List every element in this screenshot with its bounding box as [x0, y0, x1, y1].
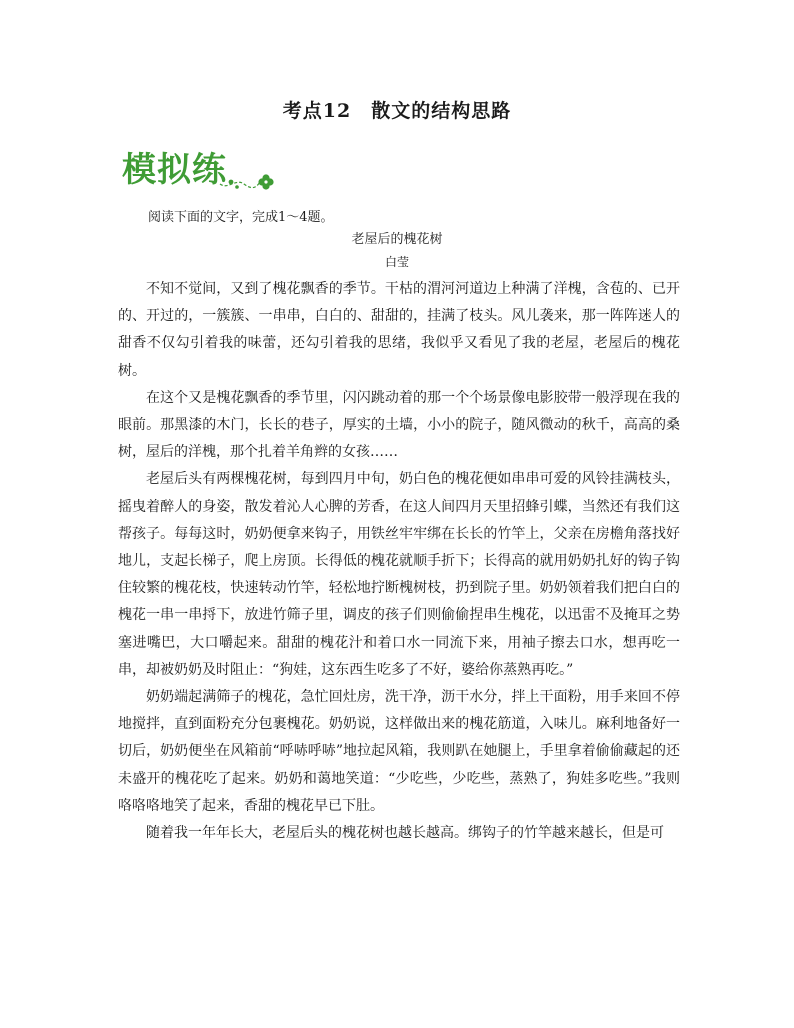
article-author: 白莹 [384, 255, 409, 269]
logo-text: 模拟练 [122, 150, 227, 190]
article-title: 老屋后的槐花树 [351, 232, 443, 247]
clover-vine-icon [120, 140, 280, 196]
article-paragraph: 随着我一年年长大，老屋后头的槐花树也越长越高。绑钩子的竹竿越来越长，但是可 [146, 825, 664, 842]
page-title: 考点12 散文的结构思路 [282, 100, 512, 122]
section-logo [120, 140, 280, 196]
article-paragraph: 不知不觉间，又到了槐花飘香的季节。干枯的渭河河道边上种满了洋槐，含苞的、已开的、开过的，一簇簇、一串串，白白的、甜甜的，挂满了枝头。风儿袭来，那一阵阵迷人的甜香不仅勾引着我的味蕾，还勾引着我的思绪，我似乎又看见了我的老屋，老屋后的槐花树。 [118, 281, 680, 379]
article-paragraph: 奶奶端起满筛子的槐花，急忙回灶房，洗干净，沥干水分，拌上干面粉，用手来回不停地搅拌，直到面粉充分包裹槐花。奶奶说，这样做出来的槐花筋道，入味儿。麻利地备好一切后，奶奶便坐在风箱前“呼哧呼哧”地拉起风箱，我则趴在她腿上，手里拿着偷偷藏起的还未盛开的槐花吃了起来。奶奶和蔼地笑道：“少吃些，少吃些，蒸熟了，狗娃多吃些。”我则咯咯咯地笑了起来，香甜的槐花早已下肚。 [118, 689, 680, 814]
reading-instruction: 阅读下面的文字，完成1～4题。 [148, 210, 334, 225]
article-paragraph: 老屋后头有两棵槐花树，每到四月中旬，奶白色的槐花便如串串可爱的风铃挂满枝头，摇曳着醉人的身姿，散发着沁人心脾的芳香，在这人间四月天里招蜂引蝶，当然还有我们这帮孩子。每每这时，奶奶便拿来钩子，用铁丝牢牢绑在长长的竹竿上，父亲在房檐角落找好地儿，支起长梯子，爬上房顶。长得低的槐花就顺手折下；长得高的就用奶奶扎好的钩子钩住较繁的槐花枝，快速转动竹竿，轻松地拧断槐树枝，扔到院子里。奶奶领着我们把白白的槐花一串一串捋下，放进竹筛子里，调皮的孩子们则偷偷捏串生槐花，以迅雷不及掩耳之势塞进嘴巴，大口嚼起来。甜甜的槐花汁和着口水一同流下来，用袖子擦去口水，想再吃一串，却被奶奶及时阻止：“狗娃，这东西生吃多了不好，婆给你蒸熟再吃。” [118, 471, 680, 678]
article-body [118, 276, 680, 847]
article-paragraph: 在这个又是槐花飘香的季节里，闪闪跳动着的那一个个场景像电影胶带一般浮现在我的眼前。那黑漆的木门，长长的巷子，厚实的土墙，小小的院子，随风微动的秋千，高高的桑树，屋后的洋槐，那个扎着羊角辫的女孩…… [118, 389, 680, 461]
